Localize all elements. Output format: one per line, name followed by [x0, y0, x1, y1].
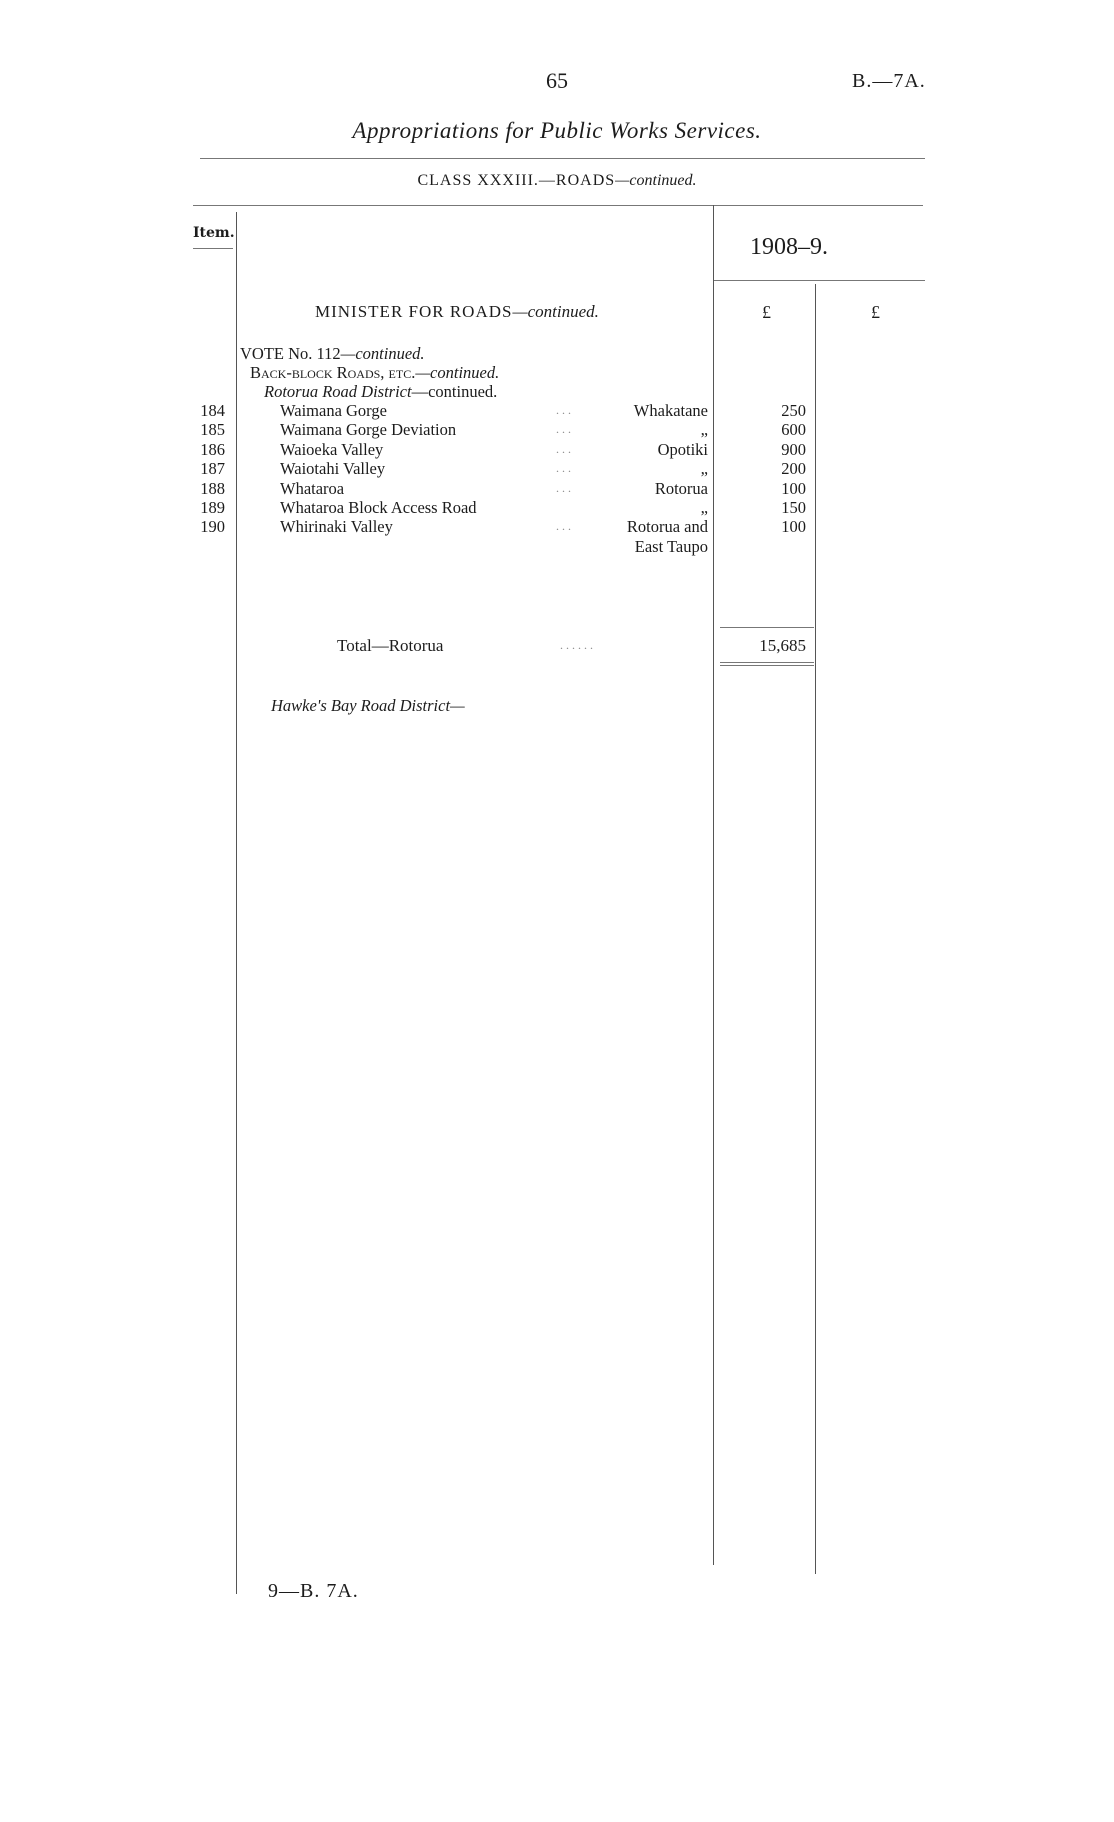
amount: 150 — [781, 498, 806, 517]
road-district: Rotorua and — [626, 517, 708, 537]
total-under-rule-2 — [720, 665, 814, 666]
road-name: Waioeka Valley — [280, 439, 384, 459]
back-block-suffix: —continued. — [415, 363, 500, 382]
total-rotorua-label: Total—Rotorua — [337, 636, 444, 655]
minister-heading — [315, 302, 599, 322]
class-heading — [0, 172, 1114, 190]
leader-dots: . . . — [556, 480, 571, 495]
road-name: Whataroa — [280, 478, 345, 498]
minister-heading-suffix: —continued. — [512, 302, 599, 321]
rotorua-district-heading — [264, 382, 497, 401]
road-district: „ — [700, 498, 708, 517]
amount: 600 — [781, 420, 806, 440]
pound-sign-2: £ — [871, 302, 880, 322]
vote-heading — [240, 344, 425, 363]
vote-number: VOTE No. 112 — [240, 344, 341, 363]
table-row — [0, 420, 1114, 439]
road-name: Waimana Gorge — [280, 401, 387, 420]
item-number: 190 — [200, 517, 225, 537]
total-over-rule — [720, 627, 814, 628]
item-number: 189 — [200, 498, 225, 517]
item-header-underline — [193, 248, 233, 249]
table-row — [0, 498, 1114, 517]
road-name: Whirinaki Valley — [280, 517, 393, 537]
item-column-header: Item. — [193, 225, 235, 241]
class-heading-text: CLASS XXXIII.—ROADS — [417, 172, 616, 189]
leader-dots: . . . — [556, 403, 571, 417]
road-name: Waimana Gorge Deviation — [280, 420, 457, 440]
total-leader-dots: . . . . . . — [560, 638, 593, 652]
table-row — [0, 440, 1114, 459]
back-block-heading — [250, 363, 499, 382]
amount: 100 — [781, 478, 806, 498]
footer-reference: 9—B. 7A. — [268, 1580, 359, 1602]
pound-sign-1: £ — [762, 302, 771, 322]
table-top-rule — [193, 205, 923, 206]
leader-dots: . . . — [556, 441, 571, 456]
table-row — [0, 479, 1114, 498]
year-column-header: 1908–9. — [750, 234, 828, 260]
road-district-continued: East Taupo — [634, 536, 708, 556]
item-number: 186 — [200, 439, 225, 459]
item-number: 184 — [200, 401, 225, 420]
leader-dots: . . . — [556, 519, 571, 534]
table-row — [0, 401, 1114, 420]
item-number: 187 — [200, 459, 225, 479]
rotorua-district-suffix: —continued. — [411, 382, 498, 401]
leader-dots: . . . — [556, 461, 571, 476]
amount: 200 — [781, 459, 806, 479]
road-district: „ — [700, 459, 708, 479]
road-district: „ — [700, 420, 708, 440]
minister-heading-text: MINISTER FOR ROADS — [315, 302, 513, 321]
title-rule — [200, 158, 925, 159]
total-under-rule — [720, 662, 814, 663]
item-number: 188 — [200, 478, 225, 498]
amount: 900 — [781, 439, 806, 459]
road-district: Opotiki — [657, 439, 708, 459]
table-row — [0, 517, 1114, 556]
hawkes-bay-heading: Hawke's Bay Road District— — [271, 696, 465, 715]
back-block-label: Back-block Roads, etc. — [250, 363, 416, 382]
road-district: Rotorua — [654, 478, 708, 498]
document-reference: B.—7A. — [852, 70, 926, 92]
vote-suffix: —continued. — [340, 344, 425, 363]
year-header-rule — [713, 280, 925, 281]
class-heading-suffix: —continued. — [615, 172, 697, 189]
road-name: Whataroa Block Access Road — [280, 498, 477, 517]
rotorua-district-label: Rotorua Road District — [264, 382, 412, 401]
road-name: Waiotahi Valley — [280, 459, 386, 479]
road-district: Whakatane — [633, 401, 708, 420]
table-row — [0, 459, 1114, 478]
item-number: 185 — [200, 420, 225, 440]
amount: 250 — [781, 401, 806, 420]
page-number: 65 — [546, 68, 568, 93]
total-rotorua-amount: 15,685 — [759, 636, 806, 655]
leader-dots: . . . — [556, 422, 571, 437]
page-title: Appropriations for Public Works Services. — [352, 118, 762, 143]
amount: 100 — [781, 517, 806, 537]
